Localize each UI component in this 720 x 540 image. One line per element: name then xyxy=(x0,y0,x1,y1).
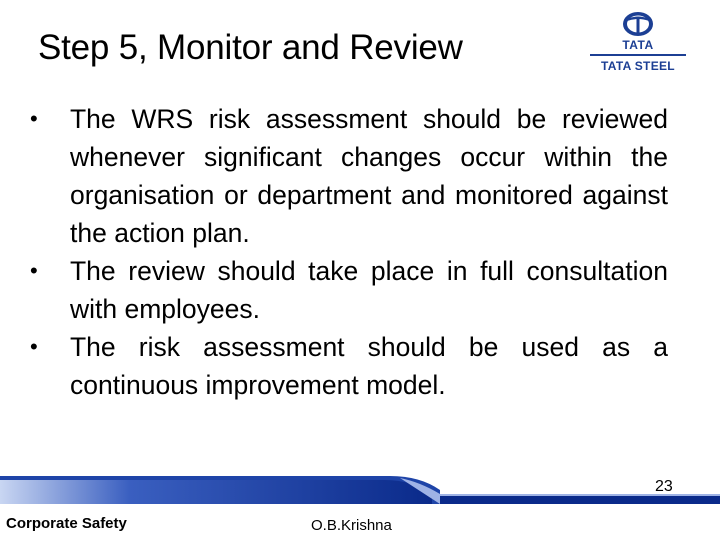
tata-emblem-icon xyxy=(590,10,686,38)
bullet-item: • The WRS risk assessment should be reviewed whenever significant changes occur within the organisation or department and monitored against the action plan. xyxy=(30,100,668,252)
tata-steel-logo xyxy=(590,10,686,74)
footer-author: O.B.Krishna xyxy=(311,517,392,534)
footer-corporate-safety: Corporate Safety xyxy=(6,515,127,532)
logo-divider xyxy=(590,54,686,56)
bullet-item: • The risk assessment should be used as a continuous improvement model. xyxy=(30,328,668,404)
page-number: 23 xyxy=(655,478,673,495)
logo-tata-text: TATA xyxy=(622,38,654,52)
slide-title: Step 5, Monitor and Review xyxy=(38,28,463,67)
logo-tata-steel-text: TATA STEEL xyxy=(601,59,675,73)
footer-band xyxy=(0,474,720,508)
bullet-item: • The review should take place in full consultation with employees. xyxy=(30,252,668,328)
bullet-list xyxy=(30,100,668,404)
